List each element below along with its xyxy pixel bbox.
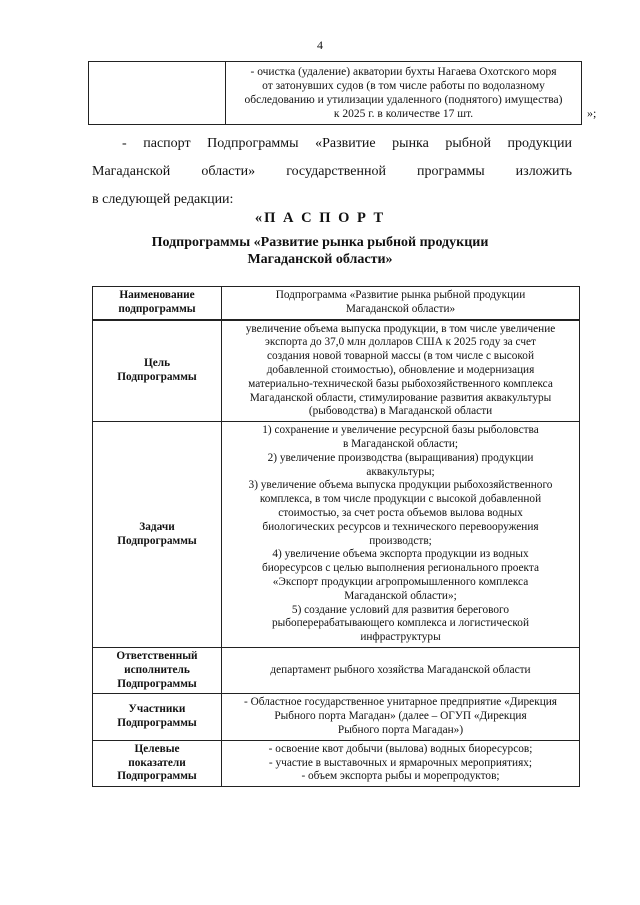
value-line: Магаданской области» (345, 302, 456, 315)
paragraph-line: в следующей редакции: (92, 192, 234, 207)
label-line: Подпрограммы (117, 717, 197, 729)
instruction-paragraph (92, 130, 572, 214)
subtitle-line: Подпрограммы «Развитие рынка рыбной продукции (151, 235, 489, 250)
continuation-table (88, 61, 582, 125)
word: области» (201, 164, 256, 179)
row-value (222, 320, 580, 422)
cell-line: от затонувших судов (в том числе работы по водолазному (262, 80, 545, 92)
value-line: Подпрограмма «Развитие рынка рыбной продукции (275, 289, 526, 301)
value-line: Рыбного порта Магадан» (далее – ОГУП «Дирекция (274, 710, 527, 723)
table-row-participants (93, 694, 580, 740)
passport-table (92, 286, 580, 787)
label-line: Наименование (119, 289, 195, 301)
value-line: 2) увеличение производства (выращивания) продукции (267, 451, 534, 464)
value-line: - участие в выставочных и ярмарочных мероприятиях; (268, 756, 533, 769)
table-row-executor (93, 647, 580, 693)
value-line: 4) увеличение объема экспорта продукции из водных (272, 548, 529, 561)
word: Подпрограммы (207, 136, 299, 151)
table-row-goal (93, 320, 580, 422)
word: рыбной (445, 136, 491, 151)
table-row-tasks (93, 422, 580, 648)
label-line: показатели (128, 756, 186, 769)
word: государственной (286, 164, 386, 179)
label-line: Задачи (139, 520, 175, 533)
row-label (93, 320, 222, 422)
word: изложить (515, 164, 572, 179)
table-row (89, 62, 582, 125)
row-value (222, 422, 580, 648)
value-line: Магаданской области, стимулирование развития аквакультуры (249, 391, 552, 404)
label-line: Подпрограммы (117, 534, 197, 547)
row-label (93, 422, 222, 648)
cell-line: - очистка (удаление) акватории бухты Нагаева Охотского моря (250, 66, 557, 78)
paragraph-line (92, 130, 572, 158)
row-label (93, 694, 222, 740)
label-line: Подпрограммы (117, 370, 197, 383)
value-line: (рыбоводства) в Магаданской области (308, 405, 493, 418)
row-label (93, 287, 222, 320)
word: программы (417, 164, 485, 179)
end-quote-mark: »; (587, 106, 597, 120)
value-line: Магаданской области»; (344, 589, 457, 602)
paragraph-line (92, 158, 572, 186)
value-line: - освоение квот добычи (вылова) водных биоресурсов; (268, 742, 533, 755)
word: Магаданской (92, 164, 171, 179)
word: - (122, 136, 127, 151)
passport-title: «П А С П О Р Т (254, 210, 386, 226)
value-line: создания новой товарной массы (в том числе с высокой (266, 350, 534, 363)
word: паспорт (143, 136, 191, 151)
label-line: Подпрограммы (117, 770, 197, 783)
word: «Развитие (315, 136, 376, 151)
value-line: инфраструктуры (360, 631, 441, 644)
label-line: Ответственный (116, 649, 198, 662)
empty-cell (89, 62, 226, 125)
value-line: экспорта до 37,0 млн долларов США к 2025 году за счет (265, 336, 536, 349)
value-line: увеличение объема выпуска продукции, в том числе увеличение (245, 322, 556, 335)
label-line: подпрограммы (118, 302, 196, 315)
value-line: биологических ресурсов и технического перевооружения (262, 520, 539, 533)
value-line: 5) создание условий для развития берегового (291, 603, 510, 616)
value-line: 1) сохранение и увеличение ресурсной базы рыболовства (262, 424, 539, 437)
value-line: производств; (369, 534, 432, 547)
word: рынка (392, 136, 429, 151)
table-row-indicators (93, 740, 580, 786)
page-number: 4 (317, 38, 323, 52)
label-line: Цель (143, 357, 171, 370)
row-label (93, 647, 222, 693)
value-line: комплекса, в том числе продукции с высокой добавленной (259, 493, 542, 506)
value-line: «Экспорт продукции агропромышленного комплекса (272, 575, 529, 588)
word: продукции (507, 136, 572, 151)
continuation-cell (226, 62, 582, 125)
label-line: Участники (128, 703, 186, 716)
value-line: рыбоперерабатывающего комплекса и логистической (271, 617, 529, 630)
cell-line: обследованию и утилизации удаленного (поднятого) имущества) (244, 94, 563, 106)
value-line: добавленной стоимостью), обновление и модернизация (266, 363, 535, 376)
label-line: исполнитель (124, 663, 190, 676)
value-line: в Магаданской области; (342, 437, 459, 450)
label-line: Подпрограммы (117, 677, 197, 690)
row-label (93, 740, 222, 786)
row-value (222, 694, 580, 740)
row-value (222, 287, 580, 320)
value-line: департамент рыбного хозяйства Магаданской области (270, 663, 531, 676)
row-value (222, 740, 580, 786)
subtitle-line: Магаданской области» (247, 252, 393, 267)
value-line: биоресурсов с целью выполнения регионального проекта (262, 562, 539, 575)
passport-subtitle (0, 234, 640, 268)
cell-line: к 2025 г. в количестве 17 шт. (333, 108, 474, 120)
value-line: Рыбного порта Магадан») (337, 723, 464, 736)
row-value (222, 647, 580, 693)
value-line: - объем экспорта рыбы и морепродуктов; (301, 770, 500, 783)
value-line: - Областное государственное унитарное предприятие «Дирекция (244, 696, 557, 709)
value-line: аквакультуры; (366, 465, 435, 478)
value-line: стоимостью, за счет роста объемов вылова водных (278, 506, 523, 519)
value-line: материально-технической базы рыбохозяйственного комплекса (248, 377, 553, 390)
table-row-name (93, 287, 580, 320)
value-line: 3) увеличение объема выпуска продукции рыбохозяйственного (248, 479, 553, 492)
label-line: Целевые (134, 742, 180, 755)
